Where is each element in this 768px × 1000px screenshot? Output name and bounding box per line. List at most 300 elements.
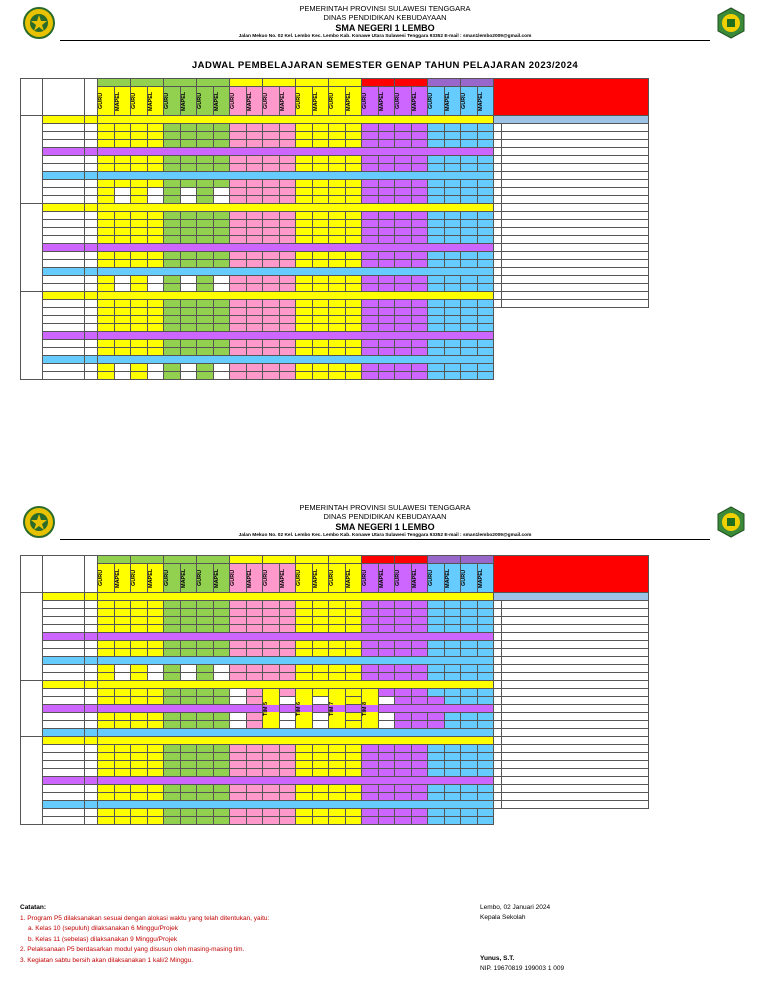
mapel-code <box>411 753 428 761</box>
mapel-code <box>345 196 362 204</box>
mapel-code <box>279 156 296 164</box>
guru-code <box>329 212 346 220</box>
schedule-row <box>21 196 649 204</box>
guru-code <box>131 721 148 729</box>
guru-code <box>230 156 247 164</box>
schedule-row <box>21 761 649 769</box>
schedule-row <box>21 252 649 260</box>
guru-code <box>263 793 280 801</box>
mapel-code <box>345 212 362 220</box>
guru-code <box>296 609 313 617</box>
tim-vertical-label: TIM 5 <box>263 701 269 716</box>
section-banner <box>98 292 494 300</box>
legend-name <box>502 697 649 705</box>
guru-code <box>329 649 346 657</box>
mapel-label: MAPEL <box>279 568 286 588</box>
mapel-code <box>114 753 131 761</box>
mapel-code <box>345 260 362 268</box>
jam-cell <box>85 292 98 300</box>
mapel-code <box>114 276 131 284</box>
day-name <box>21 593 43 681</box>
guru-code <box>164 228 181 236</box>
guru-code <box>230 124 247 132</box>
guru-code <box>98 284 115 292</box>
mapel-label: MAPEL <box>411 91 418 111</box>
mapel-code <box>114 689 131 697</box>
mapel-code <box>114 340 131 348</box>
guru-subheader <box>98 564 115 593</box>
guru-code <box>98 817 115 825</box>
header-line-1: PEMERINTAH PROVINSI SULAWESI TENGGARA <box>299 503 471 512</box>
guru-code <box>197 220 214 228</box>
mapel-code <box>246 713 263 721</box>
guru-code <box>395 276 412 284</box>
guru-code <box>395 625 412 633</box>
mapel-code <box>477 228 494 236</box>
mapel-code <box>147 228 164 236</box>
guru-code <box>131 697 148 705</box>
mapel-code <box>114 601 131 609</box>
mapel-code <box>147 721 164 729</box>
schedule-row <box>21 116 649 124</box>
mapel-code <box>114 260 131 268</box>
mapel-code <box>411 324 428 332</box>
guru-code <box>98 156 115 164</box>
guru-code <box>329 132 346 140</box>
mapel-code <box>114 132 131 140</box>
legend-name <box>502 761 649 769</box>
mapel-code <box>312 809 329 817</box>
mapel-code <box>213 793 230 801</box>
mapel-code <box>345 324 362 332</box>
time-cell <box>43 164 85 172</box>
mapel-code <box>378 260 395 268</box>
mapel-code <box>345 220 362 228</box>
guru-code <box>296 785 313 793</box>
guru-code <box>263 180 280 188</box>
guru-code <box>395 140 412 148</box>
mapel-code <box>378 228 395 236</box>
guru-code <box>230 220 247 228</box>
mapel-code <box>378 300 395 308</box>
day-name <box>21 204 43 292</box>
mapel-code <box>345 625 362 633</box>
guru-code <box>329 124 346 132</box>
section-banner <box>98 268 494 276</box>
guru-code <box>131 745 148 753</box>
guru-code <box>164 713 181 721</box>
section-banner <box>98 356 494 364</box>
legend-code <box>494 649 502 657</box>
guru-code <box>131 236 148 244</box>
mapel-code <box>477 809 494 817</box>
guru-code <box>444 721 461 729</box>
mapel-code <box>114 609 131 617</box>
guru-label: GURU <box>197 92 203 110</box>
time-cell <box>43 196 85 204</box>
mapel-code <box>312 276 329 284</box>
mapel-code <box>378 340 395 348</box>
mapel-code <box>246 124 263 132</box>
mapel-code <box>180 308 197 316</box>
mapel-code <box>312 260 329 268</box>
mapel-code <box>444 673 461 681</box>
guru-code <box>461 625 478 633</box>
guru-code <box>131 753 148 761</box>
guru-code <box>263 196 280 204</box>
guru-code <box>329 300 346 308</box>
guru-code <box>461 348 478 356</box>
guru-code <box>164 372 181 380</box>
mapel-code <box>345 665 362 673</box>
guru-code <box>197 196 214 204</box>
mapel-code <box>147 649 164 657</box>
guru-code <box>131 809 148 817</box>
legend-name <box>502 284 649 292</box>
time-cell <box>43 705 85 713</box>
jam-cell <box>85 260 98 268</box>
mapel-code <box>180 601 197 609</box>
guru-code <box>296 228 313 236</box>
mapel-code <box>213 673 230 681</box>
mapel-code <box>246 689 263 697</box>
guru-code <box>329 236 346 244</box>
guru-code <box>296 260 313 268</box>
mapel-code <box>312 284 329 292</box>
mapel-code <box>246 721 263 729</box>
guru-code <box>230 324 247 332</box>
mapel-subheader <box>246 564 263 593</box>
guru-code <box>395 180 412 188</box>
guru-code <box>395 673 412 681</box>
guru-code <box>164 236 181 244</box>
mapel-code <box>246 196 263 204</box>
legend-code <box>494 244 502 252</box>
legend-code <box>494 721 502 729</box>
guru-code <box>329 625 346 633</box>
guru-code <box>230 196 247 204</box>
guru-code <box>362 769 379 777</box>
mapel-label: MAPEL <box>444 91 451 111</box>
guru-code <box>230 697 247 705</box>
mapel-subheader <box>411 564 428 593</box>
time-cell <box>43 348 85 356</box>
mapel-code <box>114 252 131 260</box>
guru-code <box>98 180 115 188</box>
mapel-code <box>477 753 494 761</box>
mapel-code <box>213 156 230 164</box>
guru-code <box>378 713 395 721</box>
guru-subheader <box>164 87 181 116</box>
guru-label: GURU <box>428 92 434 110</box>
mapel-code <box>411 124 428 132</box>
guru-code <box>230 140 247 148</box>
legend-name <box>502 292 649 300</box>
mapel-code <box>279 649 296 657</box>
guru-code <box>296 769 313 777</box>
section-banner <box>98 777 494 785</box>
mapel-code <box>378 156 395 164</box>
mapel-code <box>147 769 164 777</box>
mapel-code <box>147 364 164 372</box>
guru-code <box>131 252 148 260</box>
guru-code <box>428 364 445 372</box>
mapel-code <box>312 761 329 769</box>
time-cell <box>43 817 85 825</box>
schedule-title: JADWAL PEMBELAJARAN SEMESTER GENAP TAHUN PELAJARAN 2023/2024 <box>191 60 579 71</box>
jam-cell <box>85 132 98 140</box>
guru-code <box>395 785 412 793</box>
mapel-code <box>444 364 461 372</box>
header-line-2: DINAS PENDIDIKAN KEBUDAYAAN <box>323 512 447 521</box>
guru-code <box>362 236 379 244</box>
guru-code <box>428 300 445 308</box>
legend-code <box>494 276 502 284</box>
legend-code <box>494 745 502 753</box>
mapel-code <box>147 753 164 761</box>
guru-code <box>263 188 280 196</box>
guru-code <box>131 324 148 332</box>
time-cell <box>43 340 85 348</box>
guru-code <box>164 276 181 284</box>
guru-code <box>362 260 379 268</box>
time-cell <box>43 148 85 156</box>
time-cell <box>43 745 85 753</box>
mapel-code <box>213 188 230 196</box>
guru-code <box>329 324 346 332</box>
section-banner <box>98 148 494 156</box>
mapel-code <box>477 817 494 825</box>
guru-code <box>197 372 214 380</box>
time-cell <box>43 801 85 809</box>
time-cell <box>43 681 85 689</box>
mapel-code <box>345 284 362 292</box>
legend-name <box>502 793 649 801</box>
mapel-label: MAPEL <box>477 568 484 588</box>
jam-cell <box>85 761 98 769</box>
guru-code <box>230 785 247 793</box>
guru-code <box>197 188 214 196</box>
guru-code <box>428 276 445 284</box>
mapel-code <box>180 284 197 292</box>
time-cell <box>43 188 85 196</box>
guru-code <box>428 140 445 148</box>
guru-code <box>131 689 148 697</box>
guru-code <box>362 212 379 220</box>
guru-subheader <box>395 564 412 593</box>
time-cell <box>43 156 85 164</box>
schedule-row <box>21 801 649 809</box>
guru-code <box>329 745 346 753</box>
guru-code <box>131 188 148 196</box>
mapel-code <box>378 641 395 649</box>
mapel-code <box>444 124 461 132</box>
guru-code <box>395 649 412 657</box>
legend-code <box>494 673 502 681</box>
legend-code <box>494 665 502 673</box>
mapel-code <box>147 793 164 801</box>
guru-code <box>395 156 412 164</box>
mapel-code <box>279 316 296 324</box>
jam-cell <box>85 148 98 156</box>
time-cell <box>43 180 85 188</box>
guru-code <box>329 316 346 324</box>
section-banner <box>98 593 494 601</box>
legend-name <box>502 681 649 689</box>
jam-cell <box>85 745 98 753</box>
guru-code <box>461 212 478 220</box>
time-cell <box>43 276 85 284</box>
schedule-table-1 <box>20 78 649 380</box>
guru-code <box>428 220 445 228</box>
mapel-code <box>246 228 263 236</box>
guru-code <box>461 364 478 372</box>
guru-code <box>197 753 214 761</box>
time-cell <box>43 140 85 148</box>
mapel-code <box>444 372 461 380</box>
mapel-code <box>147 713 164 721</box>
guru-code <box>98 641 115 649</box>
mapel-code <box>147 308 164 316</box>
class-header <box>428 556 461 564</box>
guru-code <box>131 785 148 793</box>
jam-cell <box>85 777 98 785</box>
class-header <box>329 79 362 87</box>
mapel-code <box>345 745 362 753</box>
mapel-code <box>378 625 395 633</box>
note-3: 3. Kegiatan sabtu bersih akan dilaksanakan 1 kali/2 Minggu. <box>20 956 194 964</box>
jam-cell <box>85 164 98 172</box>
legend-name <box>502 204 649 212</box>
guru-code <box>230 769 247 777</box>
time-cell <box>43 228 85 236</box>
mapel-code <box>180 220 197 228</box>
mapel-code <box>411 300 428 308</box>
guru-code <box>329 372 346 380</box>
schedule-row <box>21 729 649 737</box>
schedule-row <box>21 364 649 372</box>
mapel-code <box>312 308 329 316</box>
guru-label: GURU <box>131 92 137 110</box>
mapel-subheader <box>345 87 362 116</box>
mapel-code <box>411 761 428 769</box>
mapel-code <box>411 188 428 196</box>
guru-code <box>98 769 115 777</box>
guru-label: GURU <box>131 569 137 587</box>
guru-code <box>461 817 478 825</box>
guru-code <box>230 372 247 380</box>
guru-code <box>428 196 445 204</box>
mapel-code <box>114 649 131 657</box>
mapel-code <box>213 308 230 316</box>
guru-code <box>164 340 181 348</box>
guru-code <box>428 617 445 625</box>
mapel-code <box>213 300 230 308</box>
mapel-code <box>345 769 362 777</box>
legend-code <box>494 300 502 308</box>
guru-code <box>428 212 445 220</box>
mapel-code <box>246 785 263 793</box>
section-banner <box>98 657 494 665</box>
guru-label: GURU <box>395 92 401 110</box>
guru-code <box>428 721 445 729</box>
guru-label: GURU <box>263 569 269 587</box>
mapel-code <box>444 324 461 332</box>
mapel-code <box>180 340 197 348</box>
mapel-code <box>312 124 329 132</box>
time-cell <box>43 172 85 180</box>
guru-code <box>395 601 412 609</box>
guru-code <box>164 761 181 769</box>
mapel-label: MAPEL <box>345 568 352 588</box>
mapel-code <box>345 609 362 617</box>
guru-code <box>164 785 181 793</box>
legend-code <box>494 196 502 204</box>
mapel-code <box>180 793 197 801</box>
mapel-code <box>345 601 362 609</box>
mapel-code <box>147 196 164 204</box>
col-header-hari <box>21 79 43 116</box>
mapel-code <box>345 276 362 284</box>
guru-code <box>395 689 412 697</box>
guru-code <box>329 364 346 372</box>
guru-code <box>263 164 280 172</box>
schedule-row <box>21 641 649 649</box>
letterhead <box>20 503 750 540</box>
guru-code <box>164 140 181 148</box>
guru-code <box>197 689 214 697</box>
mapel-code <box>411 697 428 705</box>
mapel-code <box>477 300 494 308</box>
guru-code <box>164 617 181 625</box>
guru-code <box>263 745 280 753</box>
mapel-code <box>114 713 131 721</box>
jam-cell <box>85 236 98 244</box>
mapel-code <box>312 220 329 228</box>
guru-code <box>230 236 247 244</box>
guru-code <box>131 601 148 609</box>
mapel-code <box>213 689 230 697</box>
schedule-row <box>21 348 649 356</box>
guru-code <box>395 284 412 292</box>
guru-label: GURU <box>461 92 467 110</box>
legend-name <box>502 705 649 713</box>
jam-cell <box>85 308 98 316</box>
guru-code <box>263 140 280 148</box>
guru-code <box>98 665 115 673</box>
time-cell <box>43 260 85 268</box>
guru-code <box>362 308 379 316</box>
mapel-code <box>378 673 395 681</box>
guru-code <box>164 316 181 324</box>
mapel-code <box>279 340 296 348</box>
mapel-code <box>411 745 428 753</box>
guru-code <box>296 156 313 164</box>
mapel-label: MAPEL <box>312 91 319 111</box>
mapel-code <box>411 260 428 268</box>
guru-code <box>312 713 329 721</box>
guru-code <box>461 372 478 380</box>
guru-code <box>164 284 181 292</box>
guru-code <box>428 180 445 188</box>
sign-place-date: Lembo, 02 Januari 2024 <box>480 904 551 911</box>
mapel-code <box>246 673 263 681</box>
mapel-label: MAPEL <box>378 568 385 588</box>
mapel-code <box>213 252 230 260</box>
guru-code <box>461 180 478 188</box>
schedule-row <box>21 204 649 212</box>
guru-code <box>230 308 247 316</box>
